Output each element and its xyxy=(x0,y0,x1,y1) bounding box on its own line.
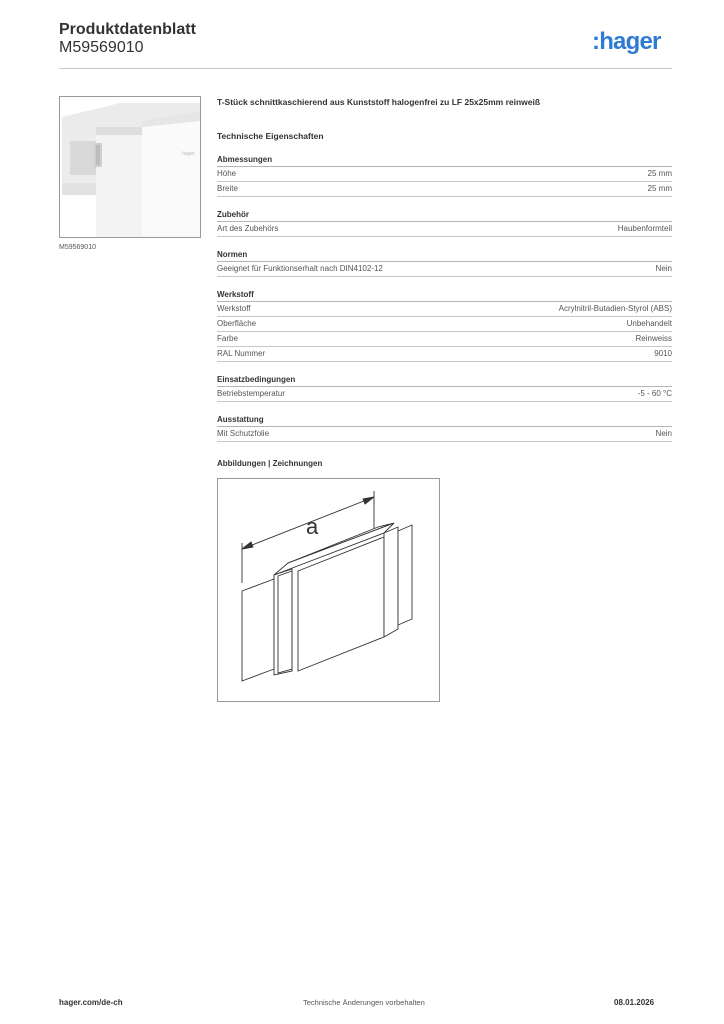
product-details xyxy=(217,96,672,702)
spec-row xyxy=(217,427,672,442)
spec-row xyxy=(217,302,672,317)
spec-value: -5 - 60 °C xyxy=(637,389,672,398)
section-title: Normen xyxy=(217,249,672,262)
header-divider xyxy=(59,68,672,69)
hager-logo xyxy=(592,28,676,58)
spec-label: Mit Schutzfolie xyxy=(217,429,270,438)
spec-row xyxy=(217,317,672,332)
spec-label: Art des Zubehörs xyxy=(217,224,279,233)
spec-row xyxy=(217,167,672,182)
spec-value: 25 mm xyxy=(647,184,672,193)
spec-value: 25 mm xyxy=(647,169,672,178)
product-description: T-Stück schnittkaschierend aus Kunststoff halogenfrei zu LF 25x25mm reinweiß xyxy=(217,97,541,107)
spec-label: Oberfläche xyxy=(217,319,257,328)
spec-label: Geeignet für Funktionserhalt nach DIN4102-12 xyxy=(217,264,383,273)
logo-text: :hager xyxy=(592,28,661,55)
photo-label: hager xyxy=(182,151,195,157)
spec-value: Haubenformteil xyxy=(617,224,672,233)
spec-value: Unbehandelt xyxy=(626,319,672,328)
photo-caption: M59569010 xyxy=(59,244,96,251)
spec-row xyxy=(217,262,672,277)
spec-value: Nein xyxy=(655,264,672,273)
figures-heading: Abbildungen | Zeichnungen xyxy=(217,459,323,468)
spec-label: Farbe xyxy=(217,334,238,343)
spec-row xyxy=(217,222,672,237)
section-werkstoff xyxy=(217,289,672,362)
spec-label: RAL Nummer xyxy=(217,349,266,358)
page-title: Produktdatenblatt xyxy=(59,21,196,38)
product-photo xyxy=(59,96,201,238)
spec-row xyxy=(217,182,672,197)
footer-notice: Technische Änderungen vorbehalten xyxy=(303,998,425,1007)
spec-label: Betriebstemperatur xyxy=(217,389,286,398)
spec-label: Breite xyxy=(217,184,238,193)
section-title: Werkstoff xyxy=(217,289,672,302)
section-ausstattung xyxy=(217,414,672,442)
spec-value: Reinweiss xyxy=(635,334,672,343)
section-einsatzbedingungen xyxy=(217,374,672,402)
section-title: Einsatzbedingungen xyxy=(217,374,672,387)
product-number: M59569010 xyxy=(59,39,144,56)
tech-heading: Technische Eigenschaften xyxy=(217,131,324,141)
dimension-label: a xyxy=(306,514,319,539)
spec-value: 9010 xyxy=(654,349,672,358)
footer-website[interactable]: hager.com/de-ch xyxy=(59,998,123,1007)
section-abmessungen xyxy=(217,154,672,197)
spec-row xyxy=(217,387,672,402)
section-normen xyxy=(217,249,672,277)
spec-label: Werkstoff xyxy=(217,304,251,313)
section-title: Zubehör xyxy=(217,209,672,222)
spec-label: Höhe xyxy=(217,169,237,178)
section-title: Abmessungen xyxy=(217,154,672,167)
spec-value: Acrylnitril-Butadien-Styrol (ABS) xyxy=(558,304,672,313)
section-zubehoer xyxy=(217,209,672,237)
section-title: Ausstattung xyxy=(217,414,672,427)
spec-value: Nein xyxy=(655,429,672,438)
spec-row xyxy=(217,347,672,362)
footer-date: 08.01.2026 xyxy=(614,998,655,1007)
technical-drawing xyxy=(217,478,440,702)
spec-row xyxy=(217,332,672,347)
